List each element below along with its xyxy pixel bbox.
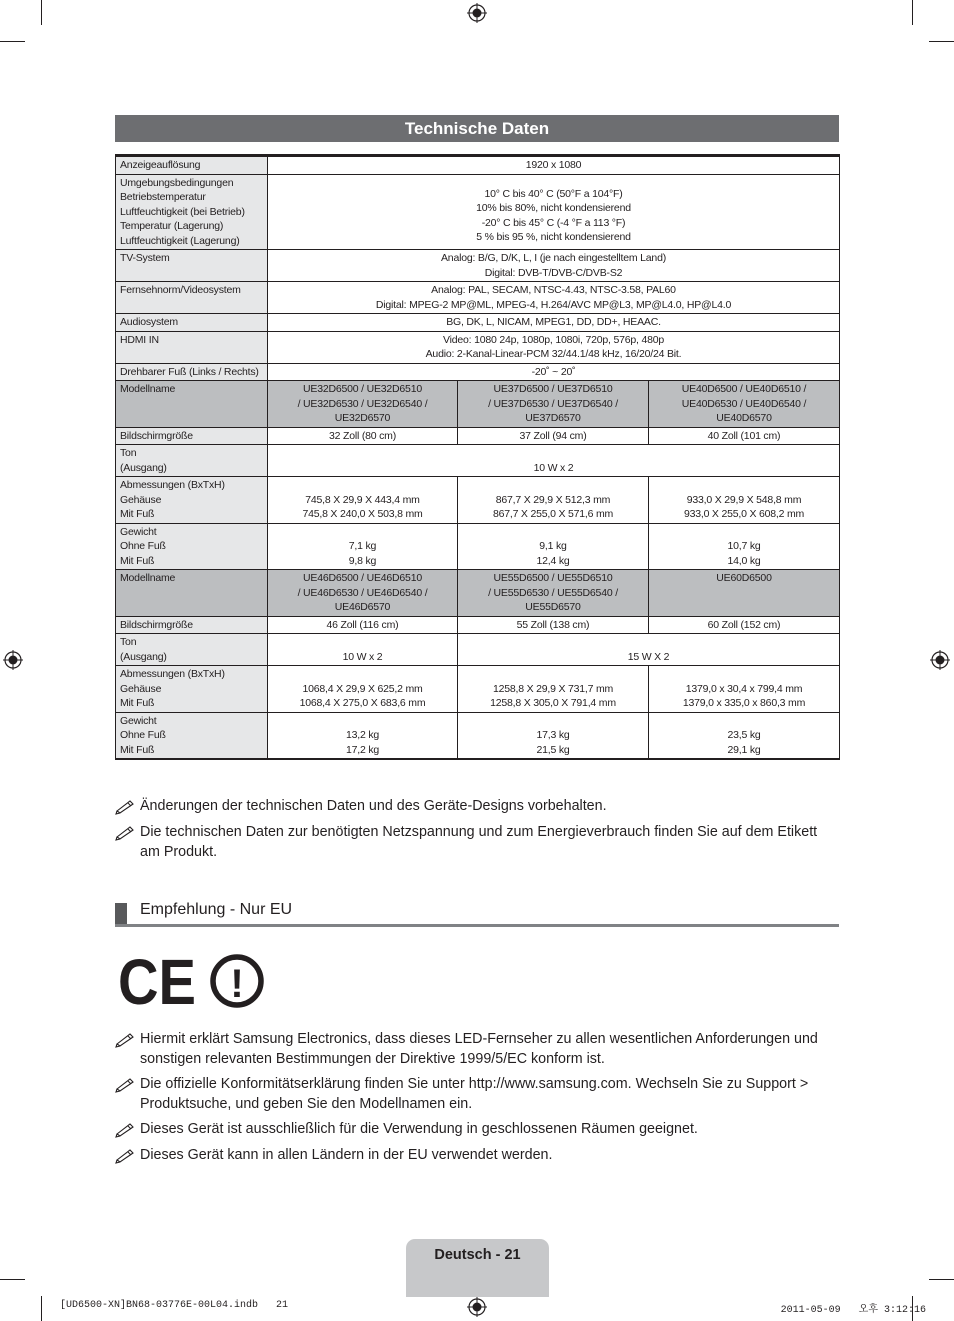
- cell-line: Luftfeuchtigkeit (bei Betrieb): [120, 205, 245, 218]
- cell-line: 7,1 kg: [348, 540, 377, 552]
- cell-line: Audio: 2-Kanal-Linear-PCM 32/44.1/48 kHz, 16/20/24 Bit.: [425, 348, 682, 360]
- cell-line: 1920 x 1080: [525, 159, 582, 171]
- registration-mark-icon: [467, 1297, 487, 1317]
- model-name-cell: [268, 381, 458, 428]
- alert-mark-text: !: [230, 962, 244, 1006]
- crop-mark: [929, 41, 954, 42]
- cell-line: 745,8 X 29,9 X 443,4 mm: [305, 493, 420, 506]
- cell-line: Gewicht: [120, 525, 157, 538]
- crop-mark: [912, 0, 913, 25]
- cell-line: 1379,0 x 335,0 x 860,3 mm: [682, 697, 806, 709]
- cell-line: Mit Fuß: [120, 508, 155, 520]
- cell-line: 1068,4 X 275,0 X 683,6 mm: [299, 697, 426, 709]
- cell-line: Gewicht: [120, 714, 157, 727]
- cell-line: UE46D6570: [334, 601, 391, 613]
- cell-line: Analog: B/G, D/K, L, I (je nach eingestelltem Land): [441, 252, 667, 264]
- spec-table: [115, 154, 840, 760]
- dimensions-label: [116, 666, 268, 713]
- screen-size-cell: 32 Zoll (80 cm): [268, 427, 458, 445]
- registration-mark-icon: [930, 650, 950, 670]
- pencil-note-icon: [115, 1147, 137, 1163]
- note-text: Dieses Gerät kann in allen Ländern in der EU verwendet werden.: [140, 1147, 553, 1163]
- spec-value: [268, 363, 840, 381]
- cell-line: Fernsehnorm/Videosystem: [120, 284, 241, 296]
- cell-line: -20° C bis 45° C (-4 °F a 113 °F): [481, 216, 626, 229]
- cell-line: Digital: DVB-T/DVB-C/DVB-S2: [484, 266, 623, 279]
- table-row: [116, 250, 840, 282]
- cell-line: / UE46D6530 / UE46D6540 /: [297, 586, 428, 599]
- cell-line: Umgebungsbedingungen: [120, 176, 234, 189]
- table-row: [116, 523, 840, 570]
- weight-cell: [268, 523, 458, 570]
- heading-rule: [115, 924, 839, 927]
- cell-line: Digital: MPEG-2 MP@ML, MPEG-4, H.264/AVC MP@L3, MP@L4.0, HP@L4.0: [375, 298, 732, 311]
- cell-line: 13,2 kg: [345, 729, 380, 741]
- note-item: [115, 1030, 839, 1069]
- model-name-cell: [268, 570, 458, 617]
- model-name-label: Modellname: [116, 381, 268, 428]
- cell-line: UE32D6500 / UE32D6510: [303, 383, 422, 395]
- table-row: [116, 666, 840, 713]
- registration-mark-icon: [467, 3, 487, 23]
- alert-mark-icon: [208, 953, 266, 1009]
- cell-line: -20˚ ~ 20˚: [531, 365, 576, 378]
- dimensions-cell: [268, 666, 458, 713]
- cell-line: TV-System: [120, 252, 170, 264]
- cell-line: Temperatur (Lagerung): [120, 220, 224, 232]
- table-row: [116, 156, 840, 175]
- sound-label: [116, 634, 268, 666]
- cell-line: 933,0 X 29,9 X 548,8 mm: [686, 493, 802, 506]
- screen-size-cell: 55 Zoll (138 cm): [458, 616, 649, 634]
- heading-marker: [115, 903, 127, 924]
- cell-line: 1379,0 x 30,4 x 799,4 mm: [685, 682, 803, 695]
- cell-line: Audiosystem: [120, 316, 178, 328]
- screen-size-cell: 46 Zoll (116 cm): [268, 616, 458, 634]
- table-row: [116, 174, 840, 250]
- weight-cell: [649, 523, 840, 570]
- cell-line: Luftfeuchtigkeit (Lagerung): [120, 234, 240, 247]
- cell-line: 9,8 kg: [348, 554, 377, 567]
- spec-value: [268, 174, 840, 250]
- table-row: [116, 445, 840, 477]
- cell-line: Ohne Fuß: [120, 729, 166, 741]
- spec-label: [116, 363, 268, 381]
- page-title: Technische Daten: [115, 115, 839, 142]
- cell-line: UE37D6570: [525, 412, 581, 424]
- weight-cell: [649, 712, 840, 759]
- page-label: Deutsch - 21: [434, 1247, 521, 1263]
- spec-label: [116, 250, 268, 282]
- cell-line: UE40D6500 / UE40D6510 /: [681, 383, 807, 395]
- cell-line: 21,5 kg: [536, 743, 570, 756]
- cell-line: 5 % bis 95 %, nicht kondensierend: [476, 231, 631, 243]
- cell-line: 14,0 kg: [727, 554, 761, 567]
- table-row: [116, 363, 840, 381]
- cell-line: / UE55D6530 / UE55D6540 /: [488, 586, 618, 599]
- ce-mark: [118, 946, 198, 1018]
- cell-line: Drehbarer Fuß (Links / Rechts): [120, 365, 259, 378]
- model-name-cell: [458, 381, 649, 428]
- cell-line: Ton: [120, 447, 137, 459]
- cell-line: 867,7 X 29,9 X 512,3 mm: [495, 493, 611, 506]
- general-specs: [116, 156, 840, 381]
- cell-line: 1258,8 X 29,9 X 731,7 mm: [492, 682, 614, 695]
- note-item: [115, 1075, 839, 1114]
- cell-line: / UE32D6530 / UE32D6540 /: [297, 397, 428, 410]
- table-row: [116, 634, 840, 666]
- crop-mark: [41, 0, 42, 25]
- screen-size-label: Bildschirmgröße: [116, 616, 268, 634]
- pencil-note-icon: [115, 1031, 137, 1047]
- spec-label: [116, 331, 268, 363]
- cell-line: 867,7 X 255,0 X 571,6 mm: [492, 508, 614, 520]
- table-row: [116, 314, 840, 332]
- dimensions-cell: [268, 477, 458, 524]
- crop-mark: [0, 1279, 25, 1280]
- cell-line: UE55D6570: [525, 601, 581, 613]
- cell-line: 1068,4 X 29,9 X 625,2 mm: [302, 682, 423, 695]
- cell-line: Mit Fuß: [120, 743, 155, 756]
- cell-line: Mit Fuß: [120, 697, 155, 709]
- cell-line: UE55D6500 / UE55D6510: [493, 572, 613, 584]
- cell-line: UE37D6500 / UE37D6510: [493, 383, 613, 395]
- model-name-cell: [649, 570, 840, 617]
- model-group-1: [116, 381, 840, 570]
- cell-line: Gehäuse: [120, 493, 162, 506]
- section-heading: [115, 900, 839, 927]
- screen-size-cell: 37 Zoll (94 cm): [458, 427, 649, 445]
- ce-mark-text: CE: [118, 946, 196, 1018]
- model-name-cell: [458, 570, 649, 617]
- cell-line: Abmessungen (BxTxH): [120, 668, 225, 680]
- cell-line: Ohne Fuß: [120, 540, 166, 552]
- sound-value: 10 W x 2: [268, 445, 840, 477]
- cell-line: UE46D6500 / UE46D6510: [303, 572, 422, 584]
- cell-line: Analog: PAL, SECAM, NTSC-4.43, NTSC-3.58, PAL60: [431, 284, 676, 296]
- cell-line: Mit Fuß: [120, 554, 155, 567]
- page-number-tab: [406, 1239, 549, 1297]
- table-row: [116, 616, 840, 634]
- crop-mark: [929, 1279, 954, 1280]
- cell-line: Ton: [120, 636, 137, 648]
- model-name-cell: [649, 381, 840, 428]
- print-timestamp: 2011-05-09 오후 3:12:16: [780, 1305, 926, 1316]
- spec-label: [116, 282, 268, 314]
- registration-mark-icon: [3, 650, 23, 670]
- cell-line: 12,4 kg: [536, 554, 570, 567]
- file-slug: [UD6500-XN]BN68-03776E-00L04.indb 21: [60, 1300, 289, 1311]
- spec-label: [116, 314, 268, 332]
- dimensions-cell: [458, 666, 649, 713]
- dimensions-label: [116, 477, 268, 524]
- cell-line: Video: 1080 24p, 1080p, 1080i, 720p, 576p, 480p: [442, 333, 665, 346]
- cell-line: UE40D6530 / UE40D6540 /: [681, 397, 807, 410]
- table-row: [116, 427, 840, 445]
- weight-cell: [268, 712, 458, 759]
- spec-value: [268, 314, 840, 332]
- cell-line: Betriebstemperatur: [120, 191, 206, 203]
- dimensions-cell: [649, 477, 840, 524]
- table-row: [116, 477, 840, 524]
- screen-size-label: Bildschirmgröße: [116, 427, 268, 445]
- spec-value: [268, 250, 840, 282]
- cell-line: 10,7 kg: [727, 540, 761, 552]
- cell-line: (Ausgang): [120, 650, 167, 663]
- cell-line: Gehäuse: [120, 682, 162, 695]
- cell-line: Anzeigeauflösung: [120, 159, 201, 171]
- spec-value: [268, 156, 840, 175]
- table-row: [116, 712, 840, 759]
- note-text: Dieses Gerät ist ausschließlich für die Verwendung in geschlossenen Räumen geeignet.: [140, 1121, 698, 1137]
- weight-cell: [458, 523, 649, 570]
- cell-line: 1258,8 X 305,0 X 791,4 mm: [490, 697, 616, 709]
- note-text: Hiermit erklärt Samsung Electronics, dass dieses LED-Fernseher zu allen wesentlichen Anforderungen und sonstigen relevanten Bestimmungen der Direktive 1999/5/EC konform ist.: [140, 1031, 818, 1067]
- cell-line: 17,2 kg: [345, 743, 380, 756]
- spec-value: [268, 282, 840, 314]
- sound-value: 15 W X 2: [458, 634, 840, 666]
- cell-line: 10% bis 80%, nicht kondensierend: [476, 202, 631, 214]
- cell-line: UE60D6500: [716, 572, 772, 584]
- pencil-note-icon: [115, 798, 137, 814]
- pencil-note-icon: [115, 1121, 137, 1137]
- crop-mark: [41, 1296, 42, 1321]
- cell-line: 17,3 kg: [536, 729, 570, 741]
- sound-label: [116, 445, 268, 477]
- weight-cell: [458, 712, 649, 759]
- note-text: Die technischen Daten zur benötigten Netzspannung und zum Energieverbrauch finden Sie auf dem Etikett am Produkt.: [140, 824, 818, 860]
- section-heading-text: Empfehlung - Nur EU: [140, 901, 293, 918]
- pencil-note-icon: [115, 824, 137, 840]
- pencil-note-icon: [115, 1076, 137, 1092]
- table-row: [116, 282, 840, 314]
- cell-line: 933,0 X 255,0 X 608,2 mm: [683, 508, 805, 520]
- cell-line: BG, DK, L, NICAM, MPEG1, DD, DD+, HEAAC.: [446, 316, 661, 328]
- cell-line: UE32D6570: [334, 412, 391, 424]
- table-row: [116, 570, 840, 617]
- dimensions-cell: [458, 477, 649, 524]
- cell-line: (Ausgang): [120, 461, 167, 474]
- spec-label: [116, 156, 268, 175]
- cell-line: / UE37D6530 / UE37D6540 /: [488, 397, 618, 410]
- note-item: [115, 797, 839, 817]
- cell-line: 745,8 X 240,0 X 503,8 mm: [302, 508, 423, 520]
- dimensions-cell: [649, 666, 840, 713]
- cell-line: 9,1 kg: [539, 540, 567, 552]
- cell-line: 29,1 kg: [727, 743, 761, 756]
- note-item: [115, 1146, 839, 1166]
- cell-line: 23,5 kg: [727, 729, 761, 741]
- weight-label: [116, 712, 268, 759]
- table-row: [116, 381, 840, 428]
- note-text: Änderungen der technischen Daten und des Geräte-Designs vorbehalten.: [140, 798, 607, 814]
- cell-line: Abmessungen (BxTxH): [120, 479, 225, 491]
- screen-size-cell: 40 Zoll (101 cm): [649, 427, 840, 445]
- crop-mark: [0, 41, 25, 42]
- table-row: [116, 331, 840, 363]
- cell-line: 10° C bis 40° C (50°F a 104°F): [484, 187, 623, 200]
- note-text: Die offizielle Konformitätserklärung finden Sie unter http://www.samsung.com. Wechseln Sie zu Support > Produktsuche, und geben Sie den Modellnamen ein.: [140, 1076, 809, 1112]
- sound-value: 10 W x 2: [268, 634, 458, 666]
- model-name-label: Modellname: [116, 570, 268, 617]
- cell-line: HDMI IN: [120, 333, 159, 346]
- spec-value: [268, 331, 840, 363]
- note-item: [115, 1120, 839, 1140]
- cell-line: UE40D6570: [716, 412, 772, 424]
- weight-label: [116, 523, 268, 570]
- spec-label: [116, 174, 268, 250]
- model-group-2: [116, 570, 840, 760]
- screen-size-cell: 60 Zoll (152 cm): [649, 616, 840, 634]
- note-item: [115, 823, 839, 862]
